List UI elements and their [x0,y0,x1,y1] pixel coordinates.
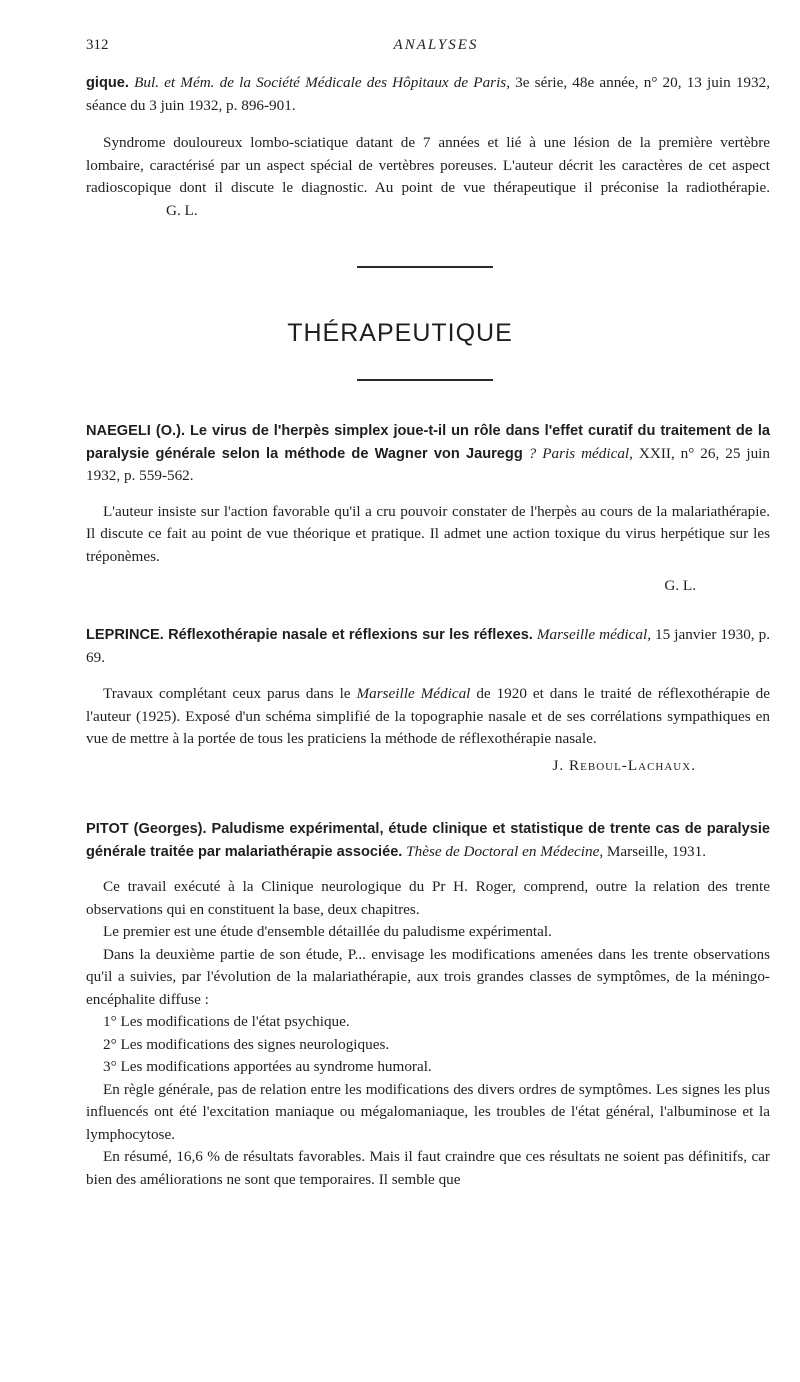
citation-bold: gique. [86,75,129,91]
running-title: ANALYSES [393,37,479,53]
top-entry-citation [86,72,770,117]
entry-heading [86,818,770,863]
section-title: THÉRAPEUTIQUE [287,319,513,347]
page-number: 312 [86,37,109,53]
entry-title: Le virus de l'herpès simplex joue-t-il un rôle dans l'effet curatif du traitement de la paralysie générale selon la méthode de Wagner von Jauregg [86,423,770,462]
entry-citation-details: 15 janvier 1930, p. 69. [86,626,770,666]
list-item: 2° Les modifications des signes neurologiques. [103,1035,390,1053]
entry-title: Paludisme expérimental, étude clinique et statistique de trente cas de paralysie générale traitée par malariathérapie associée. [86,821,770,860]
entry-heading [86,624,770,669]
section-rule-bottom [357,379,493,381]
entry-paragraph: Le premier est une étude d'ensemble détaillée du paludisme expérimental. [103,923,552,940]
running-header [86,34,786,58]
entry-title: Réflexothérapie nasale et réflexions sur les réflexes. [163,627,533,643]
entry-naegeli [86,420,770,598]
citation-journal: Bul. et Mém. de la Société Médicale des Hôpitaux de Paris, [134,74,511,91]
top-entry-signature: G. L. [166,201,198,219]
entry-author: PITOT (Georges). [86,821,207,837]
entry-signature: J. Reboul-Lachaux. [552,756,696,774]
section-rule-top [357,266,493,268]
citation-details: 3e série, 48e année, n° 20, 13 juin 1932, séance du 3 juin 1932, p. 896-901. [86,74,770,114]
entry-paragraph: En résumé, 16,6 % de résultats favorables. Mais il faut craindre que ces résultats ne soient pas définitifs, car bien des améliorations ne sont que temporaires. Il semble que [86,1148,770,1188]
entry-citation-details: XXII, n° 26, 25 juin 1932, p. 559-562. [86,444,770,484]
list-item: 1° Les modifications de l'état psychique. [103,1013,350,1030]
entry-author: LEPRINCE. [86,627,164,643]
list-item: 3° Les modifications apportées au syndrome humoral. [103,1058,432,1075]
top-entry [86,72,770,222]
top-entry-body: Syndrome douloureux lombo-sciatique datant de 7 années et lié à une lésion de la première vertèbre lombaire, caractérisé par un aspect spécial de vertèbres poreuses. L'auteur décrit les caractères de cet aspect radioscopique dont il discute le diagnostic. Au point de vue thérapeutique il préconise la radiothérapie.G. L. [86,134,770,219]
entry-leprince [86,624,770,777]
entry-citation-details: Marseille, 1931. [603,842,707,860]
entry-journal: ? Paris médical, [522,444,633,462]
entry-body: L'auteur insiste sur l'action favorable qu'il a cru pouvoir constater de l'herpès au cours de la malariathérapie. Il discute ce fait au point de vue théorique et pratique. Il admet une action toxique du virus herpétique sur les tréponèmes. [86,502,770,565]
entry-body: Travaux complétant ceux parus dans le Marseille Médical de 1920 et dans le traité de réflexothérapie de l'auteur (1925). Exposé d'un schéma simplifié de la topographie nasale et de ses corrélations sympathiques en vue de mettre à la portée de tous les praticiens la méthode de réflexothérapie nasale. [86,685,771,747]
entry-paragraph: En règle générale, pas de relation entre les modifications des divers ordres de symptômes. Les signes les plus influencés ont été l'excitation maniaque ou mégalomaniaque, les troubles de l'état général, l'albuminose et la lymphocytose. [86,1080,770,1143]
entry-journal: Thèse de Doctoral en Médecine, [402,842,604,860]
entry-signature: G. L. [664,577,696,594]
entry-journal: Marseille médical, [532,626,651,643]
entry-paragraph: Ce travail exécuté à la Clinique neurologique du Pr H. Roger, comprend, outre la relation des trente observations qui en constituent la base, deux chapitres. [86,878,770,918]
entry-author: NAEGELI (O.). [86,423,186,439]
entry-pitot [86,818,770,1191]
entry-paragraph: Dans la deuxième partie de son étude, P... envisage les modifications amenées dans les trente observations qu'il a suivies, par l'évolution de la malariathérapie, aux trois grandes classes de symptômes, de la méningo-encéphalite diffuse : [86,945,770,1008]
entry-heading [86,420,770,488]
